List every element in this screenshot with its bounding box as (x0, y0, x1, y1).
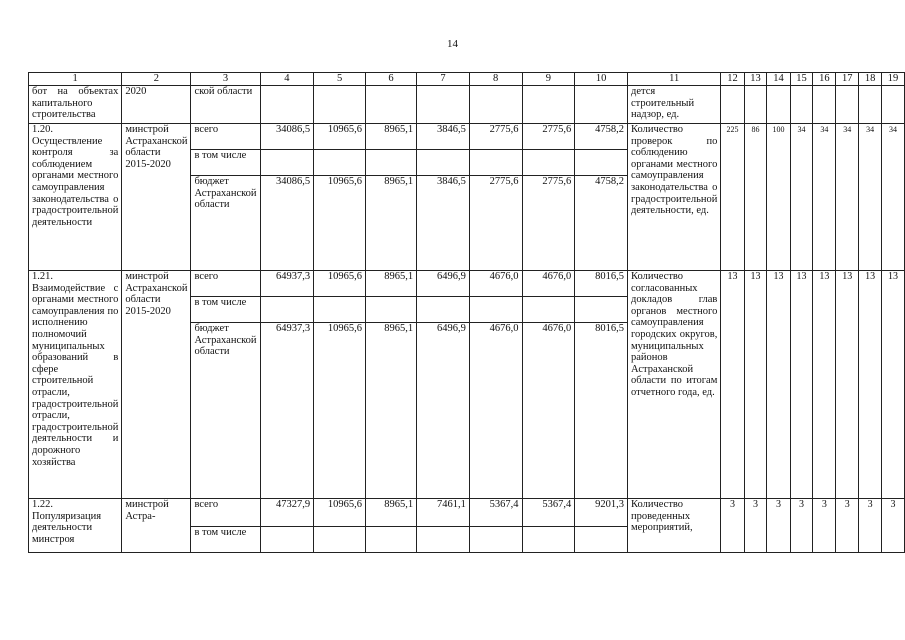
target-value: 3 (767, 499, 790, 553)
table-row (29, 124, 905, 150)
target-value: 3 (813, 499, 836, 553)
amount-cell: 2775,6 (522, 124, 575, 150)
amount-cell: 2775,6 (522, 176, 575, 271)
amount-cell: 6496,9 (417, 271, 470, 297)
amount-cell: 8965,1 (366, 124, 417, 150)
col-num: 4 (260, 73, 314, 86)
col-num: 19 (882, 73, 905, 86)
amount-cell: 3846,5 (417, 176, 470, 271)
target-value: 3 (744, 499, 767, 553)
col-num: 17 (836, 73, 859, 86)
amount-cell: 4758,2 (575, 176, 628, 271)
amount-cell: 8965,1 (366, 323, 417, 499)
amount-cell: 5367,4 (469, 499, 522, 527)
target-value: 3 (882, 499, 905, 553)
funding-breakdown-label: в том числе (191, 527, 260, 553)
measure-name: бот на объектах капитального строительства (29, 86, 122, 124)
target-value: 34 (882, 124, 905, 271)
amount-cell: 6496,9 (417, 323, 470, 499)
amount-cell: 8965,1 (366, 271, 417, 297)
table-row (29, 271, 905, 297)
amount-cell: 64937,3 (260, 323, 314, 499)
target-value: 13 (767, 271, 790, 499)
indicator-name: Количество проверок по соблюдению органами местного самоуправления законодательства о градостроительной деятельности, ед. (628, 124, 721, 271)
col-num: 14 (767, 73, 790, 86)
target-value: 34 (790, 124, 813, 271)
col-num: 3 (191, 73, 260, 86)
col-num: 9 (522, 73, 575, 86)
amount-cell: 10965,6 (314, 124, 366, 150)
amount-cell: 8016,5 (575, 271, 628, 297)
amount-cell: 5367,4 (522, 499, 575, 527)
col-num: 1 (29, 73, 122, 86)
target-value: 3 (721, 499, 744, 553)
funding-source: бюджет Астраханской области (191, 323, 260, 499)
amount-cell: 8965,1 (366, 499, 417, 527)
col-num: 15 (790, 73, 813, 86)
executor-cell: 2020 (122, 86, 191, 124)
indicator-name: Количество согласованных докладов глав органов местного самоуправления городских округов, муниципальных районов Астраханской области по итогам отчетного года, ед. (628, 271, 721, 499)
funding-source: ской области (191, 86, 260, 124)
amount-cell: 4758,2 (575, 124, 628, 150)
amount-cell: 9201,3 (575, 499, 628, 527)
amount-cell: 8965,1 (366, 176, 417, 271)
target-value: 34 (813, 124, 836, 271)
executor-cell: минстрой Астраханской области 2015-2020 (122, 124, 191, 271)
target-value: 34 (859, 124, 882, 271)
program-table (28, 72, 905, 553)
target-value: 13 (721, 271, 744, 499)
amount-cell: 4676,0 (522, 323, 575, 499)
executor-cell: минстрой Астраханской области 2015-2020 (122, 271, 191, 499)
table-row (29, 86, 905, 124)
amount-cell: 7461,1 (417, 499, 470, 527)
amount-cell: 4676,0 (522, 271, 575, 297)
target-value: 13 (859, 271, 882, 499)
amount-cell: 10965,6 (314, 176, 366, 271)
target-value: 3 (836, 499, 859, 553)
target-value: 3 (790, 499, 813, 553)
amount-cell: 8016,5 (575, 323, 628, 499)
measure-name: 1.20. Осуществление контроля за соблюдением органами местного самоуправления законодательства о градостроительной деятельности (29, 124, 122, 271)
indicator-name: Количество проведенных мероприятий, (628, 499, 721, 553)
col-num: 18 (859, 73, 882, 86)
measure-name: 1.21. Взаимодействие с органами местного самоуправления по исполнению полномочий муниципальных образований в сфере строительной отрасли, градостроительной отрасли, градостроительной деятельности и дорожного хозяйства (29, 271, 122, 499)
amount-cell: 34086,5 (260, 176, 314, 271)
col-num: 10 (575, 73, 628, 86)
target-value: 13 (813, 271, 836, 499)
target-value: 13 (790, 271, 813, 499)
target-value: 86 (744, 124, 767, 271)
measure-name: 1.22. Популяризация деятельности минстроя (29, 499, 122, 553)
amount-cell: 10965,6 (314, 323, 366, 499)
target-value: 34 (836, 124, 859, 271)
table-row (29, 499, 905, 527)
amount-cell: 10965,6 (314, 499, 366, 527)
executor-cell: минстрой Астра- (122, 499, 191, 553)
target-value: 225 (721, 124, 744, 271)
col-num: 11 (628, 73, 721, 86)
col-num: 5 (314, 73, 366, 86)
target-value: 3 (859, 499, 882, 553)
amount-cell: 34086,5 (260, 124, 314, 150)
amount-cell: 47327,9 (260, 499, 314, 527)
amount-cell: 2775,6 (469, 124, 522, 150)
page-number: 14 (447, 38, 458, 50)
target-value: 13 (744, 271, 767, 499)
target-value: 13 (836, 271, 859, 499)
col-num: 13 (744, 73, 767, 86)
amount-cell: 2775,6 (469, 176, 522, 271)
target-value: 13 (882, 271, 905, 499)
indicator-name: дется строительный надзор, ед. (628, 86, 721, 124)
col-num: 6 (366, 73, 417, 86)
amount-cell: 4676,0 (469, 271, 522, 297)
col-num: 16 (813, 73, 836, 86)
funding-source: бюджет Астраханской области (191, 176, 260, 271)
funding-total-label: всего (191, 499, 260, 527)
col-num: 2 (122, 73, 191, 86)
col-num: 12 (721, 73, 744, 86)
amount-cell: 4676,0 (469, 323, 522, 499)
funding-breakdown-label: в том числе (191, 150, 260, 176)
target-value: 100 (767, 124, 790, 271)
funding-breakdown-label: в том числе (191, 297, 260, 323)
funding-total-label: всего (191, 271, 260, 297)
column-number-header (29, 73, 905, 86)
amount-cell: 10965,6 (314, 271, 366, 297)
col-num: 8 (469, 73, 522, 86)
amount-cell: 3846,5 (417, 124, 470, 150)
funding-total-label: всего (191, 124, 260, 150)
col-num: 7 (417, 73, 470, 86)
amount-cell: 64937,3 (260, 271, 314, 297)
